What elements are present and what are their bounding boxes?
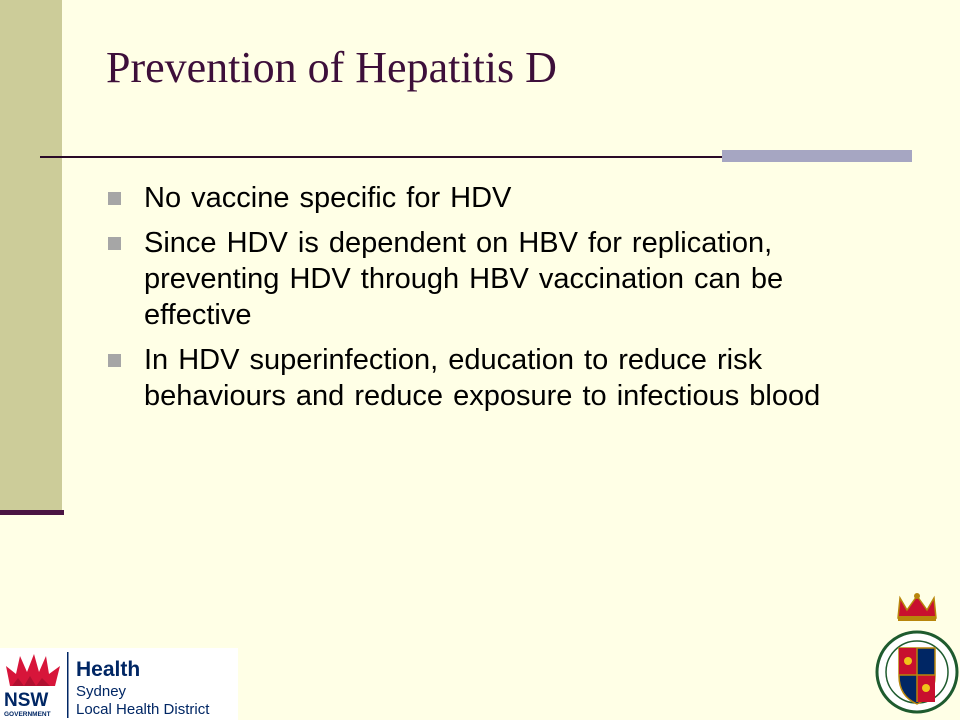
district-line-1: Sydney [76,683,127,700]
bullet-text: No vaccine specific for HDV [144,182,512,214]
bullet-text: Since HDV is dependent on HBV for replication, preventing HDV through HBV vaccination can be effective [144,227,784,331]
district-line-2: Local Health District [76,701,210,718]
slide-title: Prevention of Hepatitis D [106,43,557,92]
bullet-list [106,180,896,423]
bullet-text: In HDV superinfection, education to reduce risk behaviours and reduce exposure to infectious blood [144,344,821,412]
bullet-item [106,180,896,216]
government-label: GOVERNMENT [4,711,51,718]
left-bar-bottom-rule [0,510,64,515]
title-underline-accent [722,150,912,162]
bullet-square-icon [108,192,121,205]
health-label: Health [76,658,141,681]
nsw-wordmark: NSW [4,690,49,711]
bullet-square-icon [108,354,121,367]
logo-divider [67,652,69,718]
left-decorative-bar [0,0,62,510]
bullet-item [106,342,896,414]
royal-crest-icon [874,592,960,720]
bullet-item [106,225,896,333]
bullet-square-icon [108,237,121,250]
nsw-health-logo [0,648,238,720]
